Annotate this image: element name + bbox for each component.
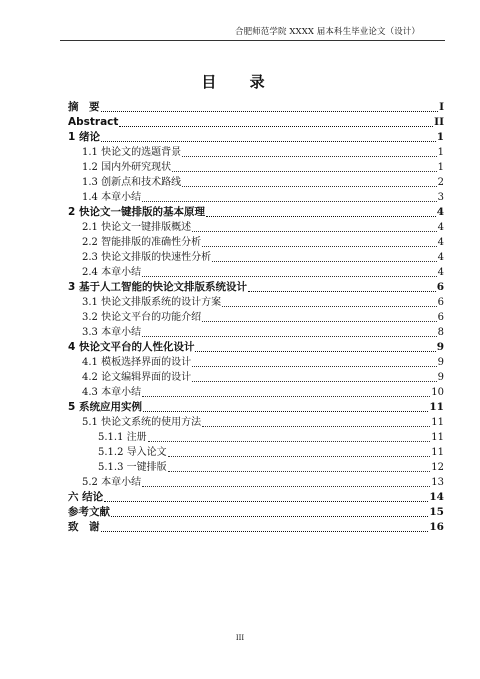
- toc-entry-label: 2.4 本章小结: [82, 267, 142, 278]
- running-header: 合肥师范学院 XXXX 届本科生毕业论文（设计）: [234, 27, 420, 37]
- toc-entry-label: 参考文献: [68, 506, 110, 518]
- toc-entry-label: 2.2 智能排版的准确性分析: [82, 237, 202, 248]
- toc-entry[interactable]: [68, 400, 444, 415]
- toc-entry-label: 六 结论: [68, 491, 104, 503]
- toc-leader-dots: [248, 291, 436, 292]
- toc-leader-dots: [168, 456, 431, 457]
- toc-leader-dots: [101, 531, 429, 532]
- toc-entry-label: 5 系统应用实例: [68, 401, 142, 413]
- toc-entry-page: 11: [431, 447, 444, 458]
- toc-entry-label: 3 基于人工智能的快论文排版系统设计: [68, 281, 247, 293]
- toc-entry[interactable]: [68, 115, 444, 130]
- toc-leader-dots: [202, 426, 430, 427]
- toc-leader-dots: [222, 306, 437, 307]
- toc-entry[interactable]: [68, 160, 444, 175]
- toc-entry-page: 9: [437, 372, 444, 383]
- toc-entry-page: 8: [437, 327, 444, 338]
- toc-entry-page: 2: [437, 177, 444, 188]
- toc-leader-dots: [172, 171, 437, 172]
- toc-entry-page: 4: [437, 267, 444, 278]
- toc-entry-page: 9: [436, 341, 444, 353]
- toc-entry[interactable]: [68, 310, 444, 325]
- toc-entry-label: 5.1 快论文系统的使用方法: [82, 417, 202, 428]
- toc-entry[interactable]: [68, 190, 444, 205]
- toc-entry[interactable]: [68, 385, 444, 400]
- toc-leader-dots: [142, 336, 437, 337]
- toc-leader-dots: [101, 111, 439, 112]
- toc-entry-label: 3.1 快论文排版系统的设计方案: [82, 297, 222, 308]
- toc-leader-dots: [111, 516, 428, 517]
- toc-leader-dots: [142, 201, 437, 202]
- header-rule: [60, 40, 445, 41]
- toc-entry-label: 3.2 快论文平台的功能介绍: [82, 312, 202, 323]
- toc-entry-page: 4: [437, 252, 444, 263]
- toc-entry-label: 5.2 本章小结: [82, 477, 142, 488]
- toc-entry[interactable]: [68, 340, 444, 355]
- toc-entry-label: 4.2 论文编辑界面的设计: [82, 372, 192, 383]
- toc-entry-page: 6: [437, 297, 444, 308]
- toc-entry-page: 11: [431, 432, 444, 443]
- toc-entry-page: 13: [431, 477, 444, 488]
- toc-entry-page: 4: [437, 222, 444, 233]
- toc-leader-dots: [119, 126, 433, 127]
- toc-entry-label: 5.1.3 一键排版: [98, 462, 167, 473]
- toc-leader-dots: [212, 261, 437, 262]
- toc-entry-label: 摘 要: [68, 101, 100, 113]
- toc-entry-label: 1.1 快论文的选题背景: [82, 147, 182, 158]
- toc-leader-dots: [202, 321, 437, 322]
- toc-entry-page: 11: [431, 417, 444, 428]
- toc-entry-page: 15: [429, 506, 444, 518]
- toc-entry[interactable]: [68, 235, 444, 250]
- toc-entry-page: 1: [437, 147, 444, 158]
- toc-leader-dots: [142, 486, 430, 487]
- toc-entry-label: 5.1.1 注册: [98, 432, 147, 443]
- toc-leader-dots: [192, 366, 437, 367]
- toc-entry-page: 6: [437, 312, 444, 323]
- toc-entry[interactable]: [68, 280, 444, 295]
- toc-leader-dots: [195, 351, 435, 352]
- toc-entry[interactable]: [68, 175, 444, 190]
- toc-entry-label: 4 快论文平台的人性化设计: [68, 341, 195, 353]
- toc-entry-page: 16: [429, 521, 444, 533]
- toc-leader-dots: [182, 186, 437, 187]
- toc-entry-label: 3.3 本章小结: [82, 327, 142, 338]
- toc-leader-dots: [192, 231, 437, 232]
- toc-leader-dots: [143, 411, 428, 412]
- toc-entry[interactable]: [68, 445, 444, 460]
- toc-entry[interactable]: [68, 130, 444, 145]
- toc-leader-dots: [168, 471, 431, 472]
- toc-entry-page: II: [434, 116, 444, 128]
- toc-entry[interactable]: [68, 295, 444, 310]
- toc-leader-dots: [142, 396, 430, 397]
- toc-entry-label: 致 谢: [68, 521, 100, 533]
- toc-entry-label: 1.3 创新点和技术路线: [82, 177, 182, 188]
- toc-entry[interactable]: [68, 205, 444, 220]
- toc-leader-dots: [202, 246, 437, 247]
- toc-entry-label: 2.1 快论文一键排版概述: [82, 222, 192, 233]
- toc-entry-label: 1.2 国内外研究现状: [82, 162, 172, 173]
- toc-entry[interactable]: [68, 250, 444, 265]
- toc-entry-label: 4.1 模板选择界面的设计: [82, 357, 192, 368]
- toc-leader-dots: [101, 141, 436, 142]
- toc-entry-label: Abstract: [68, 116, 119, 128]
- toc-entry-label: 1.4 本章小结: [82, 192, 142, 203]
- toc-entry-label: 2.3 快论文排版的快速性分析: [82, 252, 212, 263]
- toc-entry[interactable]: [68, 460, 444, 475]
- toc-entry[interactable]: [68, 220, 444, 235]
- toc-entry-page: 4: [437, 237, 444, 248]
- toc-leader-dots: [206, 216, 436, 217]
- toc-entry[interactable]: [68, 145, 444, 160]
- toc-entry[interactable]: [68, 490, 444, 505]
- toc-entry-label: 4.3 本章小结: [82, 387, 142, 398]
- toc-leader-dots: [182, 156, 437, 157]
- toc-entry[interactable]: [68, 415, 444, 430]
- toc-entry[interactable]: [68, 370, 444, 385]
- toc-entry-page: 9: [437, 357, 444, 368]
- toc-entry-page: 3: [437, 192, 444, 203]
- toc-entry-page: 12: [431, 462, 444, 473]
- toc-entry-page: 10: [431, 387, 444, 398]
- table-of-contents: [68, 100, 444, 535]
- toc-entry[interactable]: [68, 355, 444, 370]
- toc-entry-page: 11: [429, 401, 444, 413]
- toc-entry[interactable]: [68, 475, 444, 490]
- toc-entry[interactable]: [68, 505, 444, 520]
- toc-entry-page: 6: [436, 281, 444, 293]
- toc-entry[interactable]: [68, 520, 444, 535]
- toc-entry[interactable]: [68, 430, 444, 445]
- toc-leader-dots: [192, 381, 437, 382]
- toc-entry-label: 2 快论文一键排版的基本原理: [68, 206, 205, 218]
- toc-leader-dots: [104, 501, 428, 502]
- toc-entry[interactable]: [68, 100, 444, 115]
- toc-entry-page: I: [439, 101, 444, 113]
- page-number: III: [235, 634, 245, 642]
- toc-entry[interactable]: [68, 325, 444, 340]
- toc-leader-dots: [148, 441, 431, 442]
- toc-entry[interactable]: [68, 265, 444, 280]
- toc-entry-page: 1: [436, 131, 444, 143]
- toc-entry-page: 14: [429, 491, 444, 503]
- toc-leader-dots: [142, 276, 437, 277]
- toc-entry-label: 5.1.2 导入论文: [98, 447, 167, 458]
- toc-title: 目 录: [201, 73, 279, 91]
- toc-entry-page: 4: [436, 206, 444, 218]
- toc-entry-page: 1: [437, 162, 444, 173]
- toc-entry-label: 1 绪论: [68, 131, 100, 143]
